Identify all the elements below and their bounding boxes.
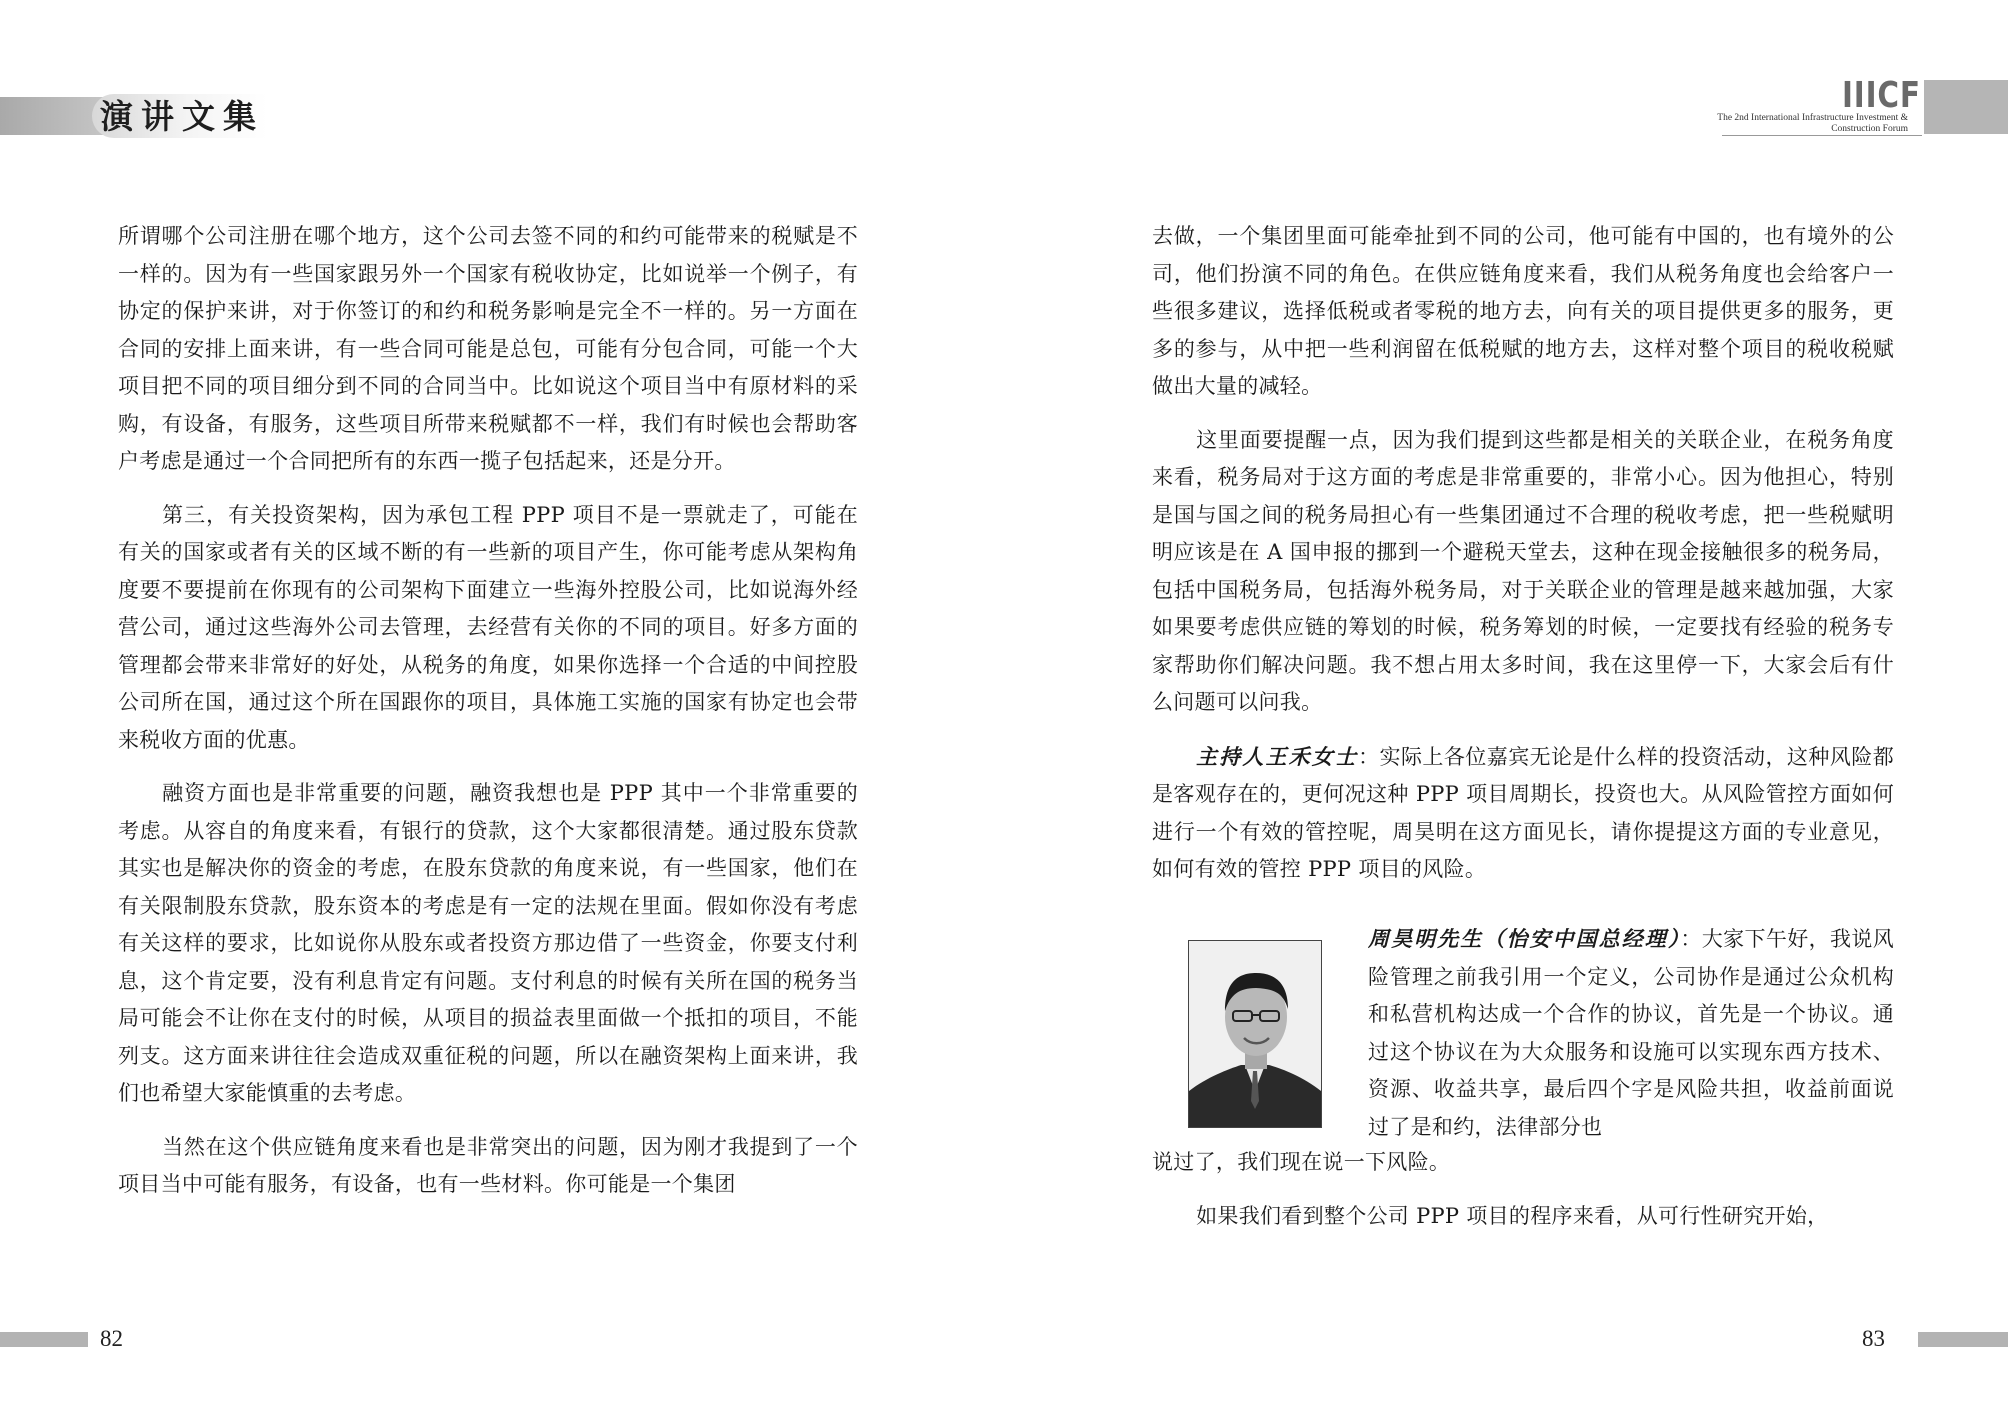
- paragraph: 融资方面也是非常重要的问题，融资我想也是 PPP 其中一个非常重要的考虑。从容自的角度来看，有银行的贷款，这个大家都很清楚。通过股东贷款其实也是解决你的资金的考虑，在股东贷款的角度来说，有一些国家，他们在有关限制股东贷款，股东资本的考虑是有一定的法规在里面。假如你没有考虑有关这样的要求，比如说你从股东或者投资方那边借了一些资金，你要支付利息，这个肯定要，没有利息肯定有问题。支付利息的时候有关所在国的税务当局可能会不让你在支付的时候，从项目的损益表里面做一个抵扣的项目，不能列支。这方面来讲往往会造成双重征税的问题，所以在融资架构上面来讲，我们也希望大家能慎重的去考虑。: [118, 781, 858, 1105]
- paragraph: 这里面要提醒一点，因为我们提到这些都是相关的关联企业，在税务角度来看，税务局对于这方面的考虑是非常重要的，非常小心。因为他担心，特别是国与国之间的税务局担心有一些集团通过不合理的税收考虑，把一些税赋明明应该是在 A 国申报的挪到一个避税天堂去，这种在现金接触很多的税务局，包括中国税务局，包括海外税务局，对于关联企业的管理是越来越加强，大家如果要考虑供应链的筹划的时候，税务筹划的时候，一定要找有经验的税务专家帮助你们解决问题。我不想占用太多时间，我在这里停一下，大家会后有什么问题可以问我。: [1152, 427, 1894, 714]
- host-speech: ：实际上各位嘉宾无论是什么样的投资活动，这种风险都是客观存在的，更何况这种 PPP 项目周期长，投资也大。从风险管控方面如何进行一个有效的管控呢，周昊明在这方面见长，请你提提这方面的专业意见，如何有效的管控 PPP 项目的风险。: [1152, 744, 1895, 881]
- guest-speaker-name: 周昊明先生（怡安中国总经理）: [1368, 926, 1681, 951]
- guest-paragraph: [1368, 920, 1894, 1146]
- guest-speech-continued: 说过了，我们现在说一下风险。: [1152, 1150, 1451, 1174]
- right-page-body-bottom: [1152, 1144, 1894, 1235]
- host-speaker-name: 主持人王禾女士: [1196, 743, 1359, 769]
- footer-bar-left: [0, 1332, 88, 1347]
- header-bar-right: [1924, 80, 2008, 134]
- paragraph: 所谓哪个公司注册在哪个地方，这个公司去签不同的和约可能带来的税赋是不一样的。因为有一些国家跟另外一个国家有税收协定，比如说举一个例子，有协定的保护来讲，对于你签订的和约和税务影响是完全不一样的。另一方面在合同的安排上面来讲，有一些合同可能是总包，可能有分包合同，可能一个大项目把不同的项目细分到不同的合同当中。比如说这个项目当中有原材料的采购，有设备，有服务，这些项目所带来税赋都不一样，我们有时候也会帮助客户考虑是通过一个合同把所有的东西一揽子包括起来，还是分开。: [118, 224, 858, 473]
- right-page-body: [1152, 218, 1894, 889]
- guest-paragraph-side: [1368, 920, 1894, 1146]
- iiicf-logo: IIICF: [1842, 75, 1921, 116]
- logo-subtitle-line1: The 2nd International Infrastructure Investment &: [1717, 113, 1908, 123]
- logo-subtitle-line2: Construction Forum: [1831, 124, 1908, 134]
- footer-bar-right: [1918, 1332, 2008, 1347]
- guest-speech: ：大家下午好，我说风险管理之前我引用一个定义，公司协作是通过公众机构和私营机构达成一个合作的协议，首先是一个协议。通过这个协议在为大众服务和设施可以实现东西方技术、资源、收益共享，最后四个字是风险共担，收益前面说过了是和约，法律部分也: [1368, 927, 1895, 1139]
- page-number-right: 83: [1862, 1326, 1885, 1351]
- portrait-icon: [1189, 941, 1321, 1127]
- host-paragraph: [1152, 738, 1894, 889]
- page-number-left: 82: [100, 1326, 123, 1351]
- section-title: 演讲文集: [100, 97, 264, 136]
- paragraph: 如果我们看到整个公司 PPP 项目的程序来看，从可行性研究开始，: [1196, 1203, 1829, 1228]
- portrait-photo: [1188, 940, 1322, 1128]
- left-page-body: [118, 218, 858, 1204]
- logo-subtitle: [1660, 113, 1908, 135]
- paragraph: 当然在这个供应链角度来看也是非常突出的问题，因为刚才我提到了一个项目当中可能有服务，有设备，也有一些材料。你可能是一个集团: [118, 1134, 858, 1196]
- logo-rule: [1722, 135, 1922, 136]
- paragraph: 第三，有关投资架构，因为承包工程 PPP 项目不是一票就走了，可能在有关的国家或者有关的区域不断的有一些新的项目产生，你可能考虑从架构角度要不要提前在你现有的公司架构下面建立一些海外控股公司，比如说海外经营公司，通过这些海外公司去管理，去经营有关你的不同的项目。好多方面的管理都会带来非常好的好处，从税务的角度，如果你选择一个合适的中间控股公司所在国，通过这个所在国跟你的项目，具体施工实施的国家有协定也会带来税收方面的优惠。: [118, 502, 858, 752]
- paragraph: 去做，一个集团里面可能牵扯到不同的公司，他可能有中国的，也有境外的公司，他们扮演不同的角色。在供应链角度来看，我们从税务角度也会给客户一些很多建议，选择低税或者零税的地方去，向有关的项目提供更多的服务，更多的参与，从中把一些利润留在低税赋的地方去，这样对整个项目的税收税赋做出大量的减轻。: [1152, 224, 1894, 398]
